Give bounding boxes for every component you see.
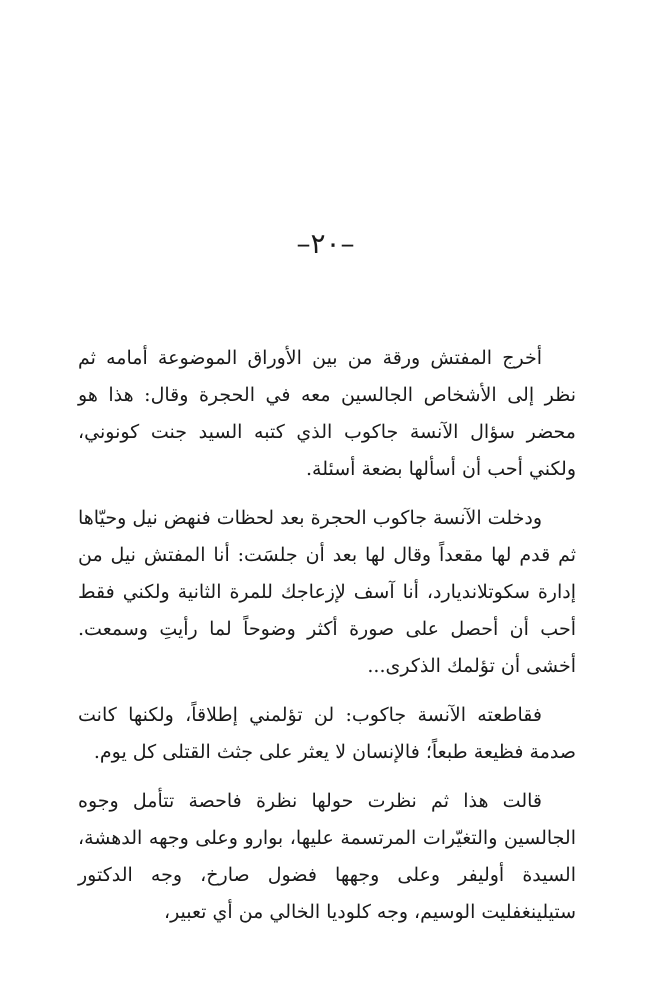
body-text bbox=[78, 340, 576, 943]
chapter-number: –٢٠– bbox=[296, 227, 355, 260]
paragraph: فقاطعته الآنسة جاكوب: لن تؤلمني إطلاقاً، ولكنها كانت صدمة فظيعة طبعاً؛ فالإنسان لا يعثر على جثث القتلى كل يوم. bbox=[78, 704, 576, 763]
paragraph: قالت هذا ثم نظرت حولها نظرة فاحصة تتأمل وجوه الجالسين والتغيّرات المرتسمة عليها، بوارو وعلى وجهه الدهشة، السيدة أوليفر وعلى وجهها فضول صارخ، وجه الدكتور ستيلينغفليت الوسيم، وجه كلوديا الخالي من أي تعبير، bbox=[78, 790, 576, 923]
paragraph: ودخلت الآنسة جاكوب الحجرة بعد لحظات فنهض نيل وحيّاها ثم قدم لها مقعداً وقال لها بعد أن جلسَت: أنا المفتش نيل من إدارة سكوتلانديارد، أنا آسف لإزعاجك للمرة الثانية ولكني فقط أحب أن أحصل على صورة أكثر وضوحاً لما رأيتِ وسمعت. أخشى أن تؤلمك الذكرى... bbox=[78, 507, 576, 677]
paragraph: أخرج المفتش ورقة من بين الأوراق الموضوعة أمامه ثم نظر إلى الأشخاص الجالسين معه في الحجرة وقال: هذا هو محضر سؤال الآنسة جاكوب الذي كتبه السيد جنت كونوني، ولكني أحب أن أسألها بضعة أسئلة. bbox=[78, 347, 576, 480]
